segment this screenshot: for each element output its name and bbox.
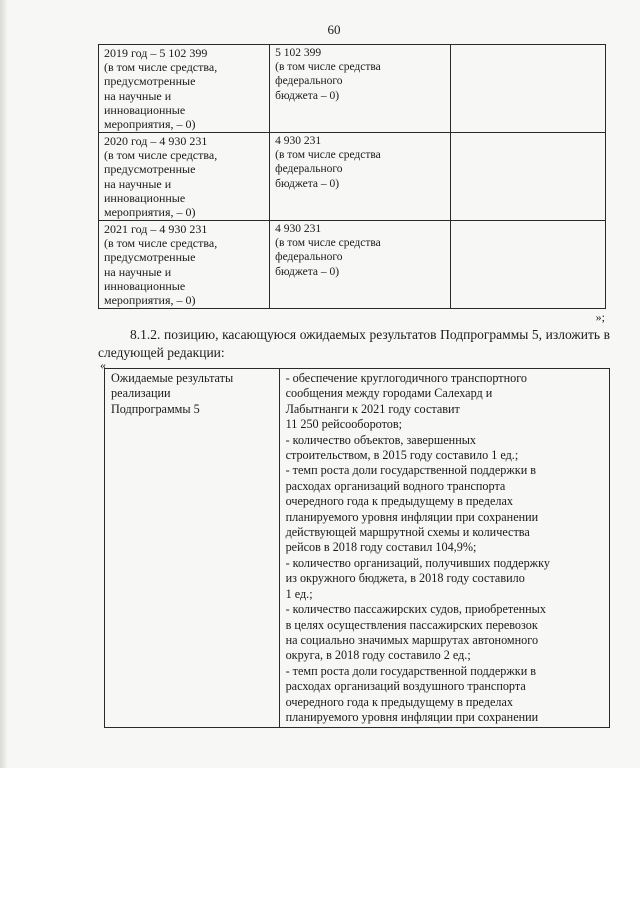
cell-line: 2021 год – 4 930 231 — [104, 222, 208, 236]
cell-line: предусмотренные — [104, 162, 196, 177]
cell-line: 11 250 рейсооборотов; — [285, 417, 403, 432]
scan-edge-shadow — [0, 0, 7, 768]
funding-table-row — [99, 221, 606, 309]
cell-line: 4 930 231 — [275, 223, 322, 235]
cell-line: рейсов в 2018 году составил 104,9%; — [285, 540, 477, 555]
funding-table — [98, 44, 606, 309]
cell-line: Подпрограммы 5 — [111, 401, 200, 416]
page-number: 60 — [327, 22, 341, 37]
cell-line: инновационные — [104, 278, 186, 293]
cell-line: расходах организаций водного транспорта — [285, 478, 506, 493]
cell-line: округа, в 2018 году составило 2 ед.; — [285, 648, 471, 663]
cell-line: инновационные — [104, 102, 186, 117]
cell-line: на научные и — [104, 88, 172, 103]
empty-cell — [450, 45, 605, 133]
cell-line: (в том числе средства — [275, 149, 381, 162]
amendment-paragraph-text: 8.1.2. позицию, касающуюся ожидаемых результатов Подпрограммы 5, изложить в следующей редакции: — [98, 327, 610, 360]
year-total-cell — [99, 45, 270, 133]
expected-results-content-cell — [279, 369, 609, 728]
cell-line: очередного года к предыдущему в пределах — [285, 494, 513, 509]
cell-line: инновационные — [104, 190, 186, 205]
cell-line: мероприятия, – 0) — [104, 293, 196, 308]
cell-line: планируемого уровня инфляции при сохранении — [285, 709, 539, 724]
cell-line: бюджета – 0) — [275, 265, 340, 278]
cell-line: федерального — [275, 75, 343, 88]
cell-line: 4 930 231 — [275, 135, 322, 147]
expected-results-label-cell — [105, 369, 280, 728]
amendment-paragraph — [98, 326, 610, 362]
cell-line: расходах организаций воздушного транспорта — [285, 679, 526, 694]
cell-line: Ожидаемые результаты — [111, 371, 234, 385]
cell-line: - количество пассажирских судов, приобретенных — [285, 602, 546, 617]
cell-line: (в том числе средства — [275, 61, 381, 74]
opening-quote: « — [100, 358, 106, 372]
cell-line: федерального — [275, 163, 343, 176]
cell-line: - количество объектов, завершенных — [285, 432, 476, 447]
budget-amount-cell — [270, 221, 450, 309]
cell-line: бюджета – 0) — [275, 177, 340, 190]
cell-line: - темп роста доли государственной поддержки в — [285, 463, 537, 478]
cell-line: очередного года к предыдущему в пределах — [285, 694, 513, 709]
cell-line: на научные и — [104, 264, 172, 279]
cell-line: - количество организаций, получивших поддержку — [285, 555, 550, 570]
cell-line: мероприятия, – 0) — [104, 117, 196, 132]
cell-line: федерального — [275, 251, 343, 264]
cell-line: - темп роста доли государственной поддержки в — [285, 663, 537, 678]
empty-cell — [450, 133, 605, 221]
cell-line: на научные и — [104, 176, 172, 191]
cell-line: мероприятия, – 0) — [104, 205, 196, 220]
cell-line: реализации — [111, 386, 171, 401]
cell-line: - обеспечение круглогодичного транспортного — [285, 371, 528, 385]
cell-line: на социально значимых маршрутах автономного — [285, 632, 539, 647]
cell-line: Лабытнанги к 2021 году составит — [285, 401, 460, 416]
cell-line: 2020 год – 4 930 231 — [104, 134, 208, 148]
cell-line: строительством, в 2015 году составило 1 ед.; — [285, 448, 519, 463]
empty-cell — [450, 221, 605, 309]
cell-line: (в том числе средства, — [104, 236, 218, 251]
cell-line: действующей маршрутной схемы и количества — [285, 525, 530, 540]
funding-table-row — [99, 133, 606, 221]
cell-line: предусмотренные — [104, 250, 196, 265]
cell-line: планируемого уровня инфляции при сохранении — [285, 509, 539, 524]
cell-line: сообщения между городами Салехард и — [285, 386, 493, 401]
year-total-cell — [99, 221, 270, 309]
expected-results-table — [104, 368, 610, 728]
cell-line: предусмотренные — [104, 74, 196, 89]
cell-line: (в том числе средства, — [104, 148, 218, 163]
cell-line: (в том числе средства, — [104, 60, 218, 75]
year-total-cell — [99, 133, 270, 221]
budget-amount-cell — [270, 133, 450, 221]
cell-line: 1 ед.; — [285, 586, 313, 601]
cell-line: 5 102 399 — [275, 47, 322, 59]
cell-line: из окружного бюджета, в 2018 году составило — [285, 571, 525, 586]
blank-margin — [0, 768, 640, 905]
cell-line: бюджета – 0) — [275, 89, 340, 102]
cell-line: 2019 год – 5 102 399 — [104, 46, 208, 60]
closing-quote: »; — [595, 310, 605, 324]
budget-amount-cell — [270, 45, 450, 133]
cell-line: (в том числе средства — [275, 237, 381, 250]
funding-table-row — [99, 45, 606, 133]
cell-line: в целях осуществления пассажирских перевозок — [285, 617, 538, 632]
expected-results-row — [105, 369, 610, 728]
